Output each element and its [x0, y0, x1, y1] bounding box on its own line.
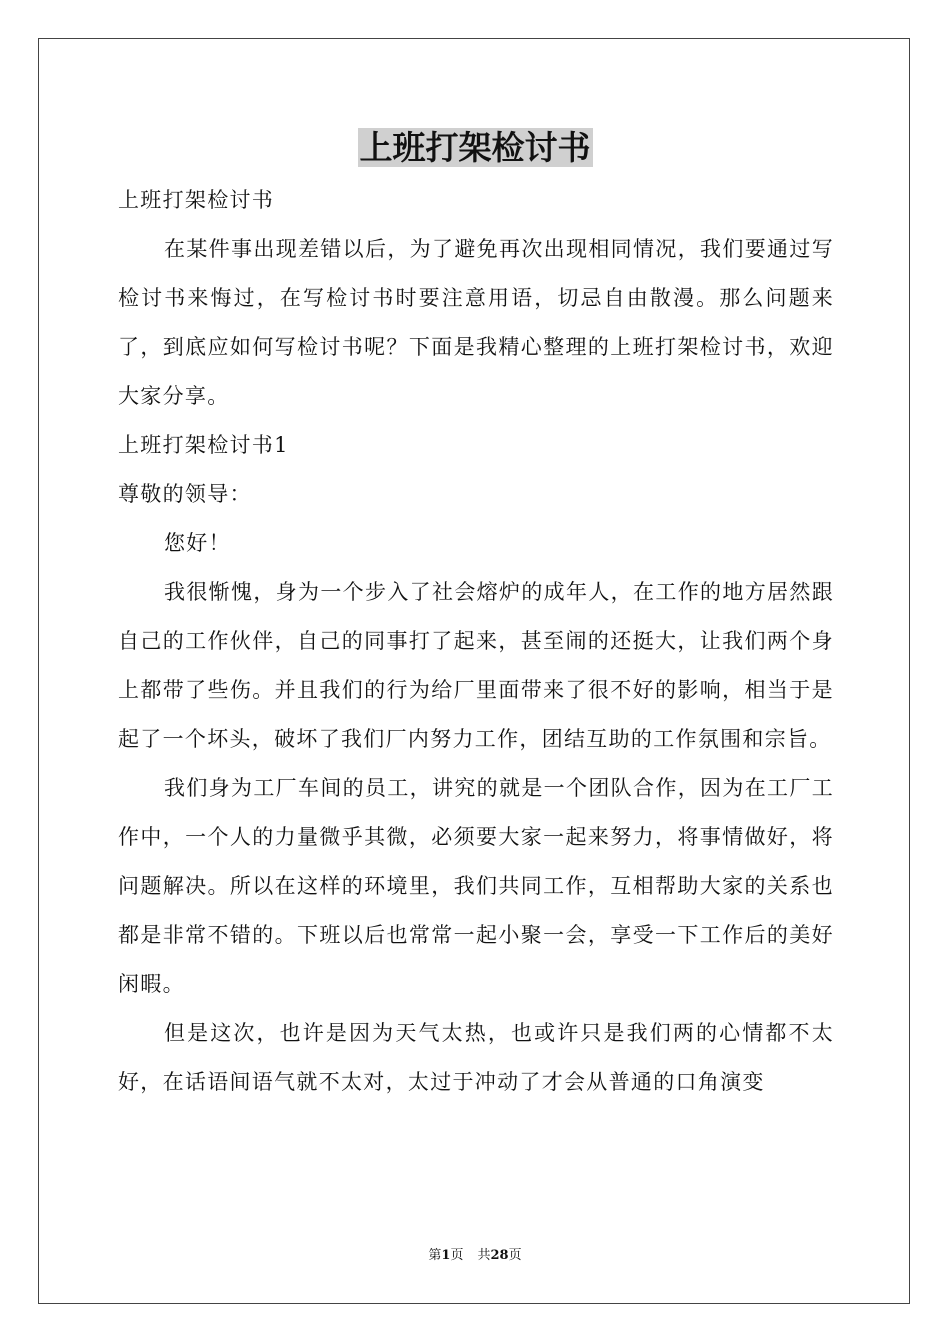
paragraph: 上班打架检讨书 [118, 188, 275, 212]
document-body [118, 176, 834, 1107]
paragraph: 我很惭愧，身为一个步入了社会熔炉的成年人，在工作的地方居然跟自己的工作伙伴，自己的同事打了起来，甚至闹的还挺大，让我们两个身上都带了些伤。并且我们的行为给厂里面带来了很不好的影响，相当于是起了一个坏头，破坏了我们厂内努力工作，团结互助的工作氛围和宗旨。 [118, 580, 834, 751]
footer-page-unit: 页 [450, 1248, 464, 1263]
footer-page-current: 1 [441, 1248, 451, 1263]
paragraph: 在某件事出现差错以后，为了避免再次出现相同情况，我们要通过写检讨书来悔过，在写检讨书时要注意用语，切忌自由散漫。那么问题来了，到底应如何写检讨书呢？下面是我精心整理的上班打架检讨书，欢迎大家分享。 [118, 237, 834, 408]
footer-total-unit: 页 [508, 1248, 522, 1263]
paragraph: 上班打架检讨书1 [118, 433, 289, 457]
footer-page-prefix: 第 [428, 1248, 442, 1263]
paragraph: 我们身为工厂车间的员工，讲究的就是一个团队合作，因为在工厂工作中，一个人的力量微乎其微，必须要大家一起来努力，将事情做好，将问题解决。所以在这样的环境里，我们共同工作，互相帮助大家的关系也都是非常不错的。下班以后也常常一起小聚一会，享受一下工作后的美好闲暇。 [118, 776, 834, 996]
paragraph: 但是这次，也许是因为天气太热，也或许只是我们两的心情都不太好，在话语间语气就不太对，太过于冲动了才会从普通的口角演变 [118, 1021, 834, 1094]
document-title [0, 126, 950, 170]
paragraph: 您好！ [164, 531, 231, 555]
footer-total-prefix: 共 [477, 1248, 491, 1263]
paragraph: 尊敬的领导： [118, 482, 252, 506]
document-title-text: 上班打架检讨书 [359, 128, 591, 167]
page-footer [0, 1247, 950, 1265]
footer-page-total: 28 [490, 1248, 509, 1263]
